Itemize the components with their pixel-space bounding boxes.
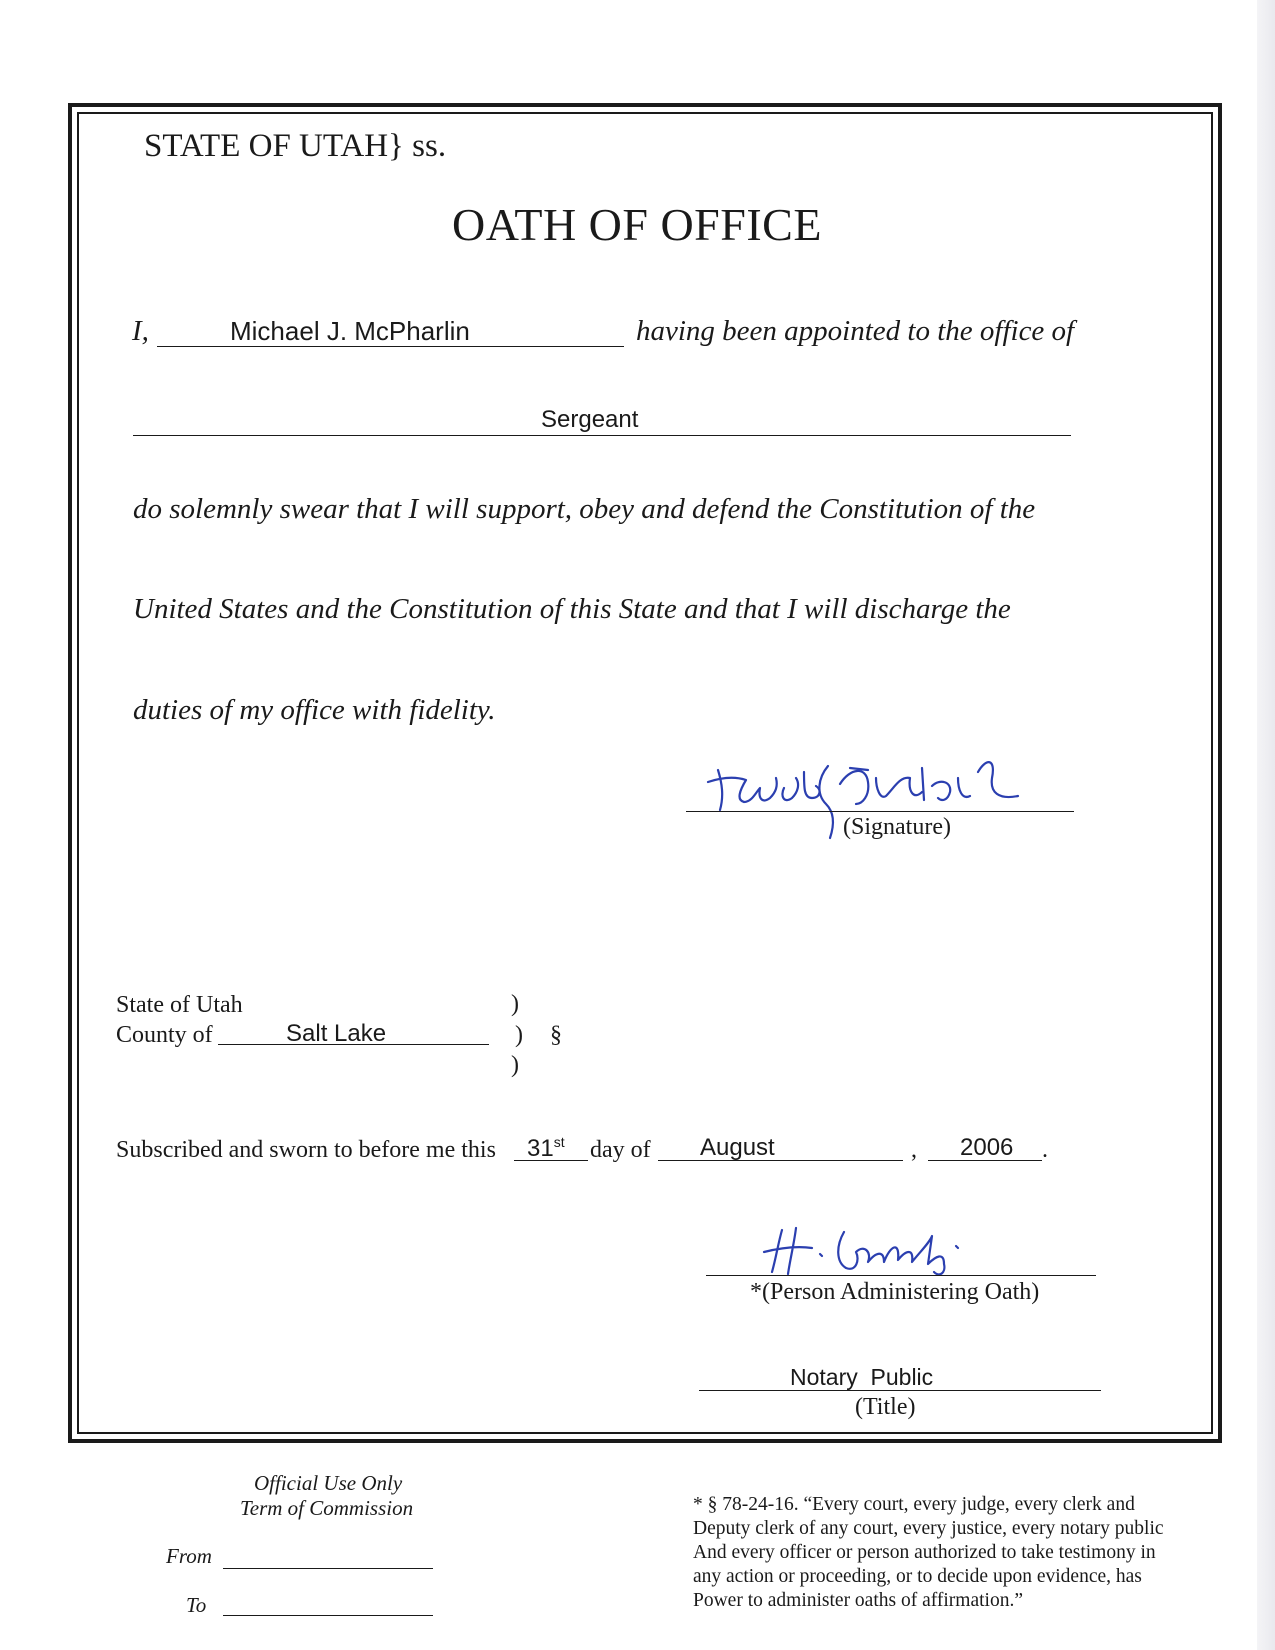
document-border-inner: [77, 112, 1213, 1434]
scan-edge: [1257, 0, 1275, 1650]
county-value: Salt Lake: [286, 1020, 387, 1047]
footnote-line-5: Power to administer oaths of affirmation.”: [693, 1590, 1023, 1611]
title-caption: (Title): [855, 1394, 916, 1420]
official-use-subheading: Term of Commission: [240, 1496, 414, 1520]
administrator-caption: *(Person Administering Oath): [750, 1279, 1040, 1305]
administrator-signature: [760, 1222, 1010, 1282]
oath-name-value: Michael J. McPharlin: [230, 316, 470, 346]
signature-line: [686, 811, 1074, 812]
oath-prefix: I,: [132, 315, 149, 347]
venue-paren-3: ): [511, 1052, 519, 1078]
to-underline: [223, 1615, 433, 1616]
subscribed-text: Subscribed and sworn to before me this: [116, 1137, 496, 1163]
day-of-label: day of: [590, 1137, 651, 1163]
appointed-text: having been appointed to the office of: [636, 315, 1075, 347]
title-value: Notary Public: [790, 1364, 934, 1390]
day-value: [527, 1134, 565, 1163]
oath-body-line-1: do solemnly swear that I will support, obey and defend the Constitution of the: [133, 493, 1036, 525]
administrator-signature-line: [706, 1275, 1096, 1276]
footnote-line-4: any action or proceeding, or to decide upon evidence, has: [693, 1566, 1142, 1587]
venue-section-symbol: §: [550, 1022, 562, 1048]
document-border: [68, 103, 1222, 1443]
office-underline: [133, 435, 1071, 436]
footnote-line-2: Deputy clerk of any court, every justice, every notary public: [693, 1518, 1164, 1539]
from-label: From: [166, 1544, 212, 1568]
office-value: Sergeant: [541, 406, 639, 433]
to-label: To: [186, 1593, 207, 1617]
day-number: 31: [527, 1135, 554, 1162]
venue-paren-1: ): [511, 991, 519, 1017]
venue-county-label: County of: [116, 1022, 213, 1048]
oath-body-line-2: United States and the Constitution of this State and that I will discharge the: [133, 593, 1011, 625]
venue-paren-2: ): [515, 1022, 523, 1048]
state-ss-line: STATE OF UTAH} ss.: [144, 128, 447, 164]
from-underline: [223, 1568, 433, 1569]
footnote-line-1: * § 78-24-16. “Every court, every judge, every clerk and: [693, 1494, 1135, 1515]
date-comma: ,: [911, 1137, 917, 1163]
day-suffix: st: [553, 1134, 565, 1150]
official-use-heading: Official Use Only: [254, 1471, 403, 1495]
venue-state-label: State of Utah: [116, 992, 243, 1018]
date-period: .: [1042, 1137, 1048, 1163]
month-underline: [658, 1160, 903, 1161]
year-value: 2006: [960, 1134, 1014, 1161]
signature-caption: (Signature): [843, 814, 951, 840]
footnote-line-3: And every officer or person authorized to take testimony in: [693, 1542, 1156, 1563]
page-title: OATH OF OFFICE: [452, 199, 822, 250]
oath-body-line-3: duties of my office with fidelity.: [133, 694, 496, 726]
month-value: August: [700, 1134, 775, 1161]
